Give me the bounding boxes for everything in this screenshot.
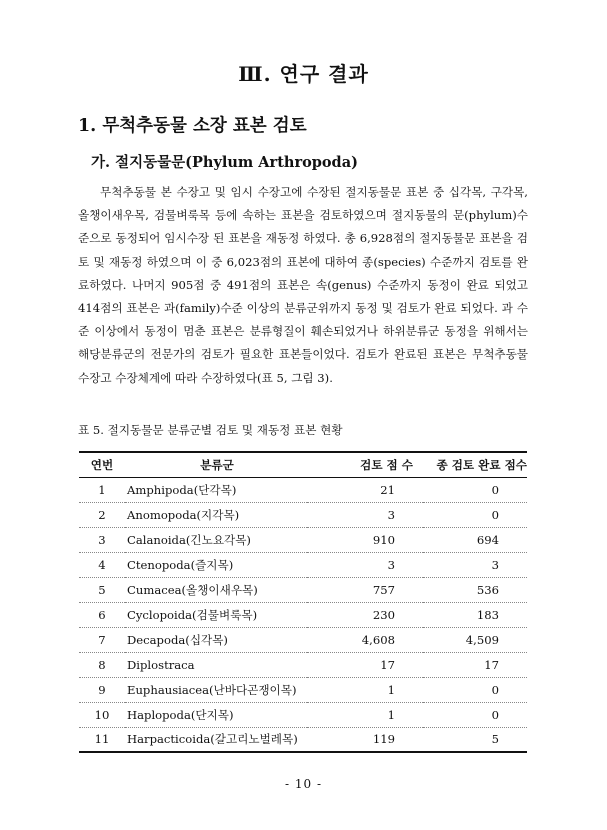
table-row: [79, 527, 527, 552]
table-row: [79, 627, 527, 652]
cell-taxon: Harpacticoida(갈고리노벌레목): [125, 727, 307, 752]
cell-taxon: Ctenopoda(즐지목): [125, 552, 307, 577]
cell-completed: 0: [423, 477, 527, 502]
table-row: [79, 502, 527, 527]
cell-no: 6: [79, 602, 125, 627]
table-row: [79, 727, 527, 752]
chapter-title: Ⅲ. 연구 결과: [238, 62, 369, 86]
cell-taxon: Calanoida(긴노요각목): [125, 527, 307, 552]
cell-completed: 0: [423, 677, 527, 702]
paragraph: 무척추동물 본 수장고 및 임시 수장고에 수장된 절지동물문 표본 중 십각목, 구각목, 올챙이새우목, 검물벼룩목 등에 속하는 표본을 검토하였으며 절지동물의 문(phylum)수준으로 동정되어 임시수장 된 표본을 재동정 하였다. 총 6,928점의 절지동물문 표본을 검토 및 재동정 하였으며 이 중 6,023점의 표본에 대하여 종(species) 수준까지 검토를 완료하였다. 나머지 905점 중 491점의 표본은 속(genus) 수준까지 동정이 완료 되었고 414점의 표본은 과(family)수준 이상의 분류군위까지 동정 및 검토가 완료 되었다. 과 수준 이상에서 동정이 멈춘 표본은 분류형질이 훼손되었거나 하위분류군 동정을 위해서는 해당분류군의 전문가의 검토가 필요한 표본들이었다. 검토가 완료된 표본은 무척추동물 수장고 수장체계에 따라 수장하였다(표 5, 그림 3).: [78, 185, 528, 385]
table-row: [79, 677, 527, 702]
cell-taxon: Diplostraca: [125, 652, 307, 677]
header-reviewed: 검토 점 수: [307, 452, 423, 477]
cell-completed: 4,509: [423, 627, 527, 652]
table-row: [79, 577, 527, 602]
cell-completed: 183: [423, 602, 527, 627]
header-completed: 종 검토 완료 점수: [423, 452, 527, 477]
cell-completed: 5: [423, 727, 527, 752]
cell-reviewed: 910: [307, 527, 423, 552]
cell-completed: 0: [423, 702, 527, 727]
cell-no: 3: [79, 527, 125, 552]
table-row: [79, 652, 527, 677]
cell-no: 1: [79, 477, 125, 502]
body-text: [78, 181, 528, 390]
cell-no: 8: [79, 652, 125, 677]
header-taxon: 분류군: [125, 452, 307, 477]
cell-reviewed: 4,608: [307, 627, 423, 652]
cell-no: 7: [79, 627, 125, 652]
cell-no: 9: [79, 677, 125, 702]
cell-taxon: Amphipoda(단각목): [125, 477, 307, 502]
cell-no: 5: [79, 577, 125, 602]
cell-reviewed: 230: [307, 602, 423, 627]
table-row: [79, 602, 527, 627]
cell-completed: 17: [423, 652, 527, 677]
cell-no: 11: [79, 727, 125, 752]
cell-reviewed: 3: [307, 552, 423, 577]
cell-taxon: Decapoda(십각목): [125, 627, 307, 652]
cell-no: 4: [79, 552, 125, 577]
cell-reviewed: 1: [307, 702, 423, 727]
table-header-row: [79, 452, 527, 477]
taxa-table: [79, 451, 527, 753]
cell-no: 10: [79, 702, 125, 727]
cell-reviewed: 17: [307, 652, 423, 677]
subsection-title: 가. 절지동물문(Phylum Arthropoda): [91, 154, 358, 171]
cell-completed: 3: [423, 552, 527, 577]
cell-reviewed: 119: [307, 727, 423, 752]
table-caption: 표 5. 절지동물문 분류군별 검토 및 재동정 표본 현황: [78, 423, 343, 437]
cell-taxon: Haplopoda(단지목): [125, 702, 307, 727]
cell-no: 2: [79, 502, 125, 527]
cell-completed: 694: [423, 527, 527, 552]
page-number: - 10 -: [284, 777, 322, 791]
cell-reviewed: 21: [307, 477, 423, 502]
cell-taxon: Cyclopoida(검물벼룩목): [125, 602, 307, 627]
cell-taxon: Euphausiacea(난바다곤쟁이목): [125, 677, 307, 702]
section-title: 1. 무척추동물 소장 표본 검토: [78, 116, 307, 136]
table-row: [79, 552, 527, 577]
cell-reviewed: 1: [307, 677, 423, 702]
cell-completed: 0: [423, 502, 527, 527]
cell-reviewed: 757: [307, 577, 423, 602]
cell-reviewed: 3: [307, 502, 423, 527]
cell-taxon: Cumacea(올챙이새우목): [125, 577, 307, 602]
table-row: [79, 702, 527, 727]
header-no: 연번: [79, 452, 125, 477]
table-row: [79, 477, 527, 502]
cell-taxon: Anomopoda(지각목): [125, 502, 307, 527]
cell-completed: 536: [423, 577, 527, 602]
